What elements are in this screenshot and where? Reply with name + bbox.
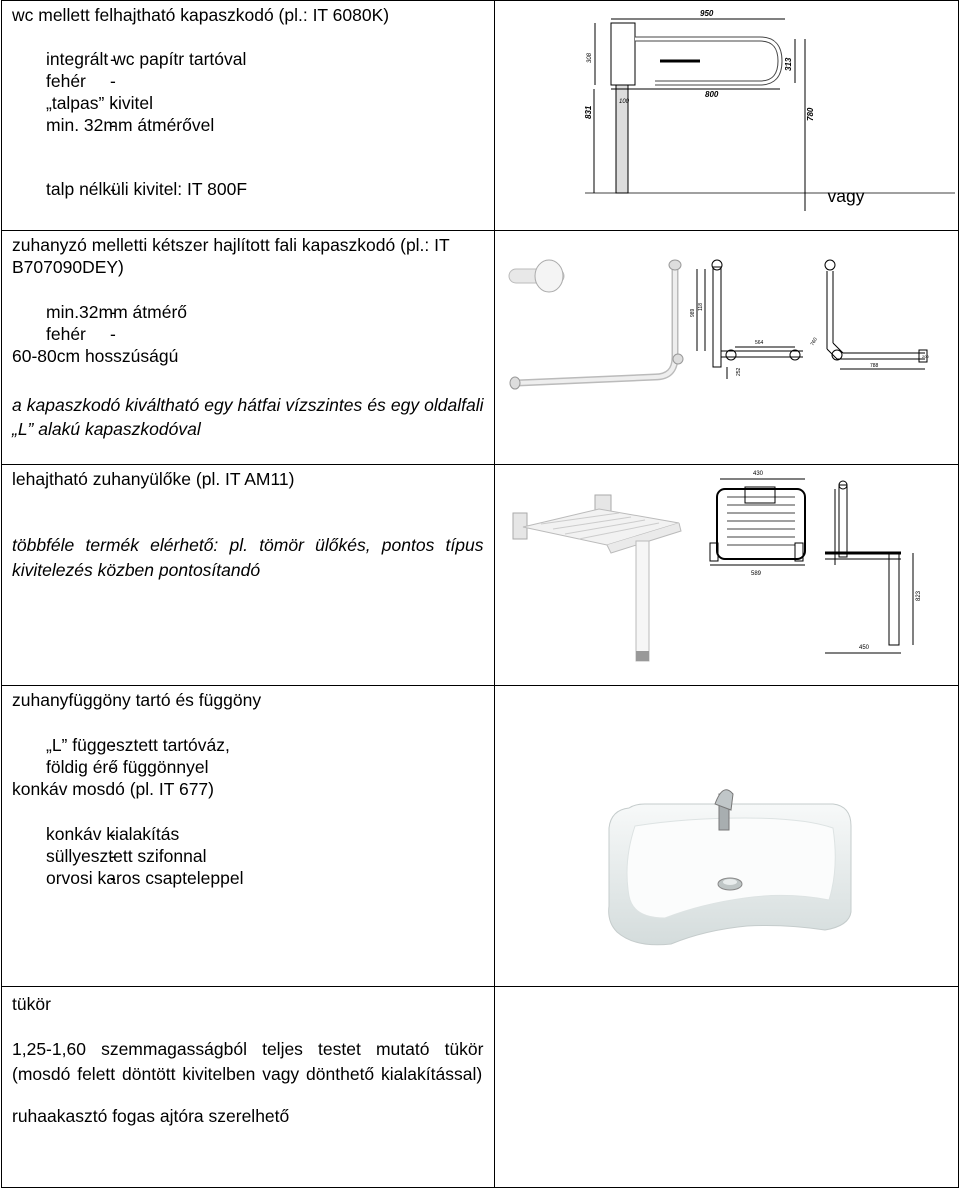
row-4-bullets bbox=[2, 734, 494, 778]
list-item: - min. 32mm átmérővel bbox=[2, 114, 494, 136]
table-row bbox=[2, 686, 959, 987]
dim-label: 788 bbox=[869, 363, 878, 369]
front-drawing bbox=[697, 260, 803, 379]
grab-bar bbox=[635, 39, 780, 83]
row-2-drawing-cell bbox=[494, 231, 959, 465]
seat-image bbox=[513, 495, 681, 661]
row-5-text: 1,25-1,60 szemmagasságból teljes testet mutató tükör (mosdó felett döntött kivitelben vagy dönthető kialakítással) bbox=[12, 1039, 484, 1084]
list-item: - fehér bbox=[2, 323, 494, 345]
row-1-drawing-cell bbox=[494, 1, 959, 231]
row-3-note: többféle termék elérhető: pl. tömör ülőkés, pontos típus kivitelezés közben pontosítandó bbox=[12, 535, 484, 580]
dim-label: 564 bbox=[754, 340, 763, 346]
dim-label: 450 bbox=[858, 645, 869, 651]
row-1-text-cell bbox=[2, 1, 495, 231]
row-3-drawing-cell bbox=[494, 465, 959, 686]
list-item: - „talpas” kivitel bbox=[2, 92, 494, 114]
list-item: - orvosi karos csapteleppel bbox=[2, 867, 494, 889]
dim-label: 313 bbox=[783, 57, 793, 71]
seat-front-drawing bbox=[710, 479, 805, 565]
dim-label: 308 bbox=[586, 52, 593, 63]
row-2-note: a kapaszkodó kiváltható egy hátfai vízszintes és egy oldalfali „L” alakú kapaszkodóval bbox=[12, 395, 484, 439]
row-4-title-2: konkáv mosdó (pl. IT 677) bbox=[12, 779, 214, 799]
row-1-bullets-2 bbox=[2, 178, 494, 200]
dim-label: 800 bbox=[704, 90, 718, 99]
list-item: - konkáv kialakítás bbox=[2, 823, 494, 845]
table-row bbox=[2, 231, 959, 465]
side-drawing bbox=[825, 260, 927, 369]
bar-end-image bbox=[509, 260, 564, 292]
dim-label: 200 bbox=[921, 354, 929, 359]
dim-label: 252 bbox=[735, 367, 742, 376]
dim-label: 100 bbox=[618, 99, 629, 105]
table-row bbox=[2, 987, 959, 1188]
concave-sink-image bbox=[495, 686, 959, 986]
list-item: - „L” függesztett tartóváz, bbox=[2, 734, 494, 756]
row-4-image-cell bbox=[494, 686, 959, 987]
table-row bbox=[2, 1, 959, 231]
row-5-title-2: ruhaakasztó fogas ajtóra szerelhető bbox=[12, 1106, 290, 1126]
dim-label: 589 bbox=[750, 571, 761, 577]
row-5-empty-cell bbox=[494, 987, 959, 1188]
shower-bar-drawing bbox=[495, 231, 959, 464]
dim-label: 760 bbox=[809, 336, 819, 347]
dim-label: 989 bbox=[689, 308, 696, 317]
dim-label: 780 bbox=[805, 107, 815, 121]
row-4-title: zuhanyfüggöny tartó és függöny bbox=[12, 690, 262, 710]
dim-label: 950 bbox=[699, 9, 713, 18]
list-item: - talp nélküli kivitel: IT 800F bbox=[2, 178, 494, 200]
list-item: - integrált wc papítr tartóval bbox=[2, 48, 494, 70]
row-4-text-cell bbox=[2, 686, 495, 987]
list-item: - min.32mm átmérő bbox=[2, 301, 494, 323]
row-1-title: wc mellett felhajtható kapaszkodó (pl.: IT 6080K) bbox=[12, 5, 390, 25]
right-note: vagy bbox=[827, 186, 865, 206]
grab-bar-drawing bbox=[495, 1, 959, 230]
dim-label: 831 bbox=[583, 105, 593, 119]
spec-table bbox=[1, 0, 959, 1188]
table-row bbox=[2, 465, 959, 686]
list-item: - fehér bbox=[2, 70, 494, 92]
row-3-title: lehajtható zuhanyülőke (pl. IT AM11) bbox=[12, 469, 295, 489]
row-2-text-cell bbox=[2, 231, 495, 465]
dim-label: 430 bbox=[752, 471, 763, 477]
row-2-bullets bbox=[2, 301, 494, 345]
list-item: - süllyesztett szifonnal bbox=[2, 845, 494, 867]
row-5-title: tükör bbox=[12, 994, 51, 1014]
row-5-text-cell bbox=[2, 987, 495, 1188]
dim-label: 118 bbox=[697, 303, 704, 311]
wall-plate bbox=[611, 23, 635, 85]
shower-seat-drawing bbox=[495, 465, 959, 685]
dim-label: 823 bbox=[915, 590, 922, 601]
row-4-bullets-2 bbox=[2, 823, 494, 889]
row-2-title: zuhanyzó melletti kétszer hajlított fali kapaszkodó (pl.: IT B707090DEY) bbox=[12, 235, 450, 277]
list-item: - földig érő függönnyel bbox=[2, 756, 494, 778]
row-3-text-cell bbox=[2, 465, 495, 686]
seat-side-drawing bbox=[825, 481, 913, 653]
row-1-bullets bbox=[2, 48, 494, 136]
row-2-length: 60-80cm hosszúságú bbox=[12, 346, 179, 366]
